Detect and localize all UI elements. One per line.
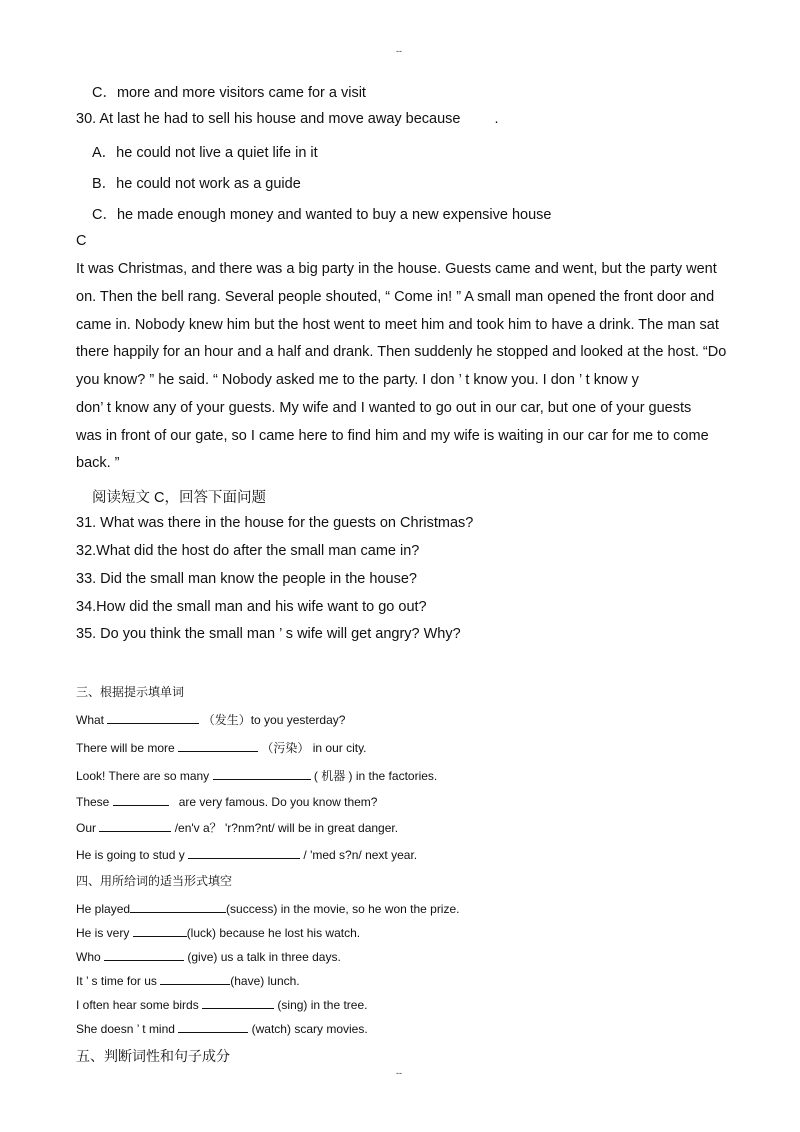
- section-4-item-2: [76, 924, 360, 940]
- q30-stem-end: .: [494, 111, 499, 127]
- item-text: Look! There are so many: [76, 769, 210, 783]
- passage-line: was in front of our gate, so I came here to find him and my wife is waiting in our car for me to come: [76, 428, 709, 444]
- question-35: 35. Do you think the small man ’ s wife will get angry? Why?: [76, 626, 461, 642]
- answer-blank[interactable]: [202, 996, 274, 1009]
- passage-line: back. ”: [76, 455, 120, 471]
- item-text: He is going to stud y: [76, 848, 185, 862]
- answer-blank[interactable]: [188, 846, 300, 859]
- answer-blank[interactable]: [113, 793, 169, 806]
- page-mark-bottom: --: [396, 1068, 402, 1078]
- question-31: 31. What was there in the house for the guests on Christmas?: [76, 515, 474, 531]
- q30-option-b: B．he could not work as a guide: [92, 176, 301, 192]
- question-33: 33. Did the small man know the people in the house?: [76, 571, 417, 587]
- section-3-item-6: [76, 846, 417, 862]
- item-text: He is very: [76, 926, 130, 940]
- item-text: /en'v a？ 'r?nm?nt/ will be in great danger.: [174, 821, 399, 835]
- section-4-heading: 四、用所给词的适当形式填空: [76, 874, 233, 888]
- passage-line: on. Then the bell rang. Several people shouted, “ Come in! ” A small man opened the front door and: [76, 289, 715, 305]
- item-text: He played: [76, 902, 131, 916]
- item-text: I often hear some birds: [76, 998, 199, 1012]
- item-text: These: [76, 795, 110, 809]
- page-mark-top: --: [396, 46, 402, 56]
- item-text: (give) us a talk in three days.: [187, 950, 341, 964]
- item-text: (watch) scary movies.: [251, 1022, 368, 1036]
- section-3-item-2: [76, 739, 367, 756]
- answer-blank[interactable]: [160, 972, 230, 985]
- passage-line: you know? ” he said. “ Nobody asked me to the party. I don ’ t know you. I don ’ t know y: [76, 372, 639, 388]
- section-4-item-3: [76, 948, 341, 964]
- answer-blank[interactable]: [107, 711, 199, 724]
- passage-line: don’ t know any of your guests. My wife and I wanted to go out in our car, but one of your guests: [76, 400, 692, 416]
- q30-option-a: A．he could not live a quiet life in it: [92, 145, 318, 161]
- item-text: （发生）to you yesterday?: [202, 713, 346, 727]
- answer-blank[interactable]: [178, 739, 258, 752]
- passage-line: came in. Nobody knew him but the host went to meet him and took him to have a drink. The man sat: [76, 317, 719, 333]
- question-34: 34.How did the small man and his wife want to go out?: [76, 599, 427, 615]
- section-4-item-6: [76, 1020, 368, 1036]
- item-text: There will be more: [76, 741, 175, 755]
- item-text: What: [76, 713, 105, 727]
- answer-blank[interactable]: [178, 1020, 248, 1033]
- passage-line: It was Christmas, and there was a big party in the house. Guests came and went, but the party went: [76, 261, 717, 277]
- section-3-heading: 三、根据提示填单词: [76, 685, 185, 699]
- section-3-item-5: [76, 819, 398, 836]
- section-5-heading: 五、判断词性和句子成分: [76, 1048, 230, 1064]
- item-text: / 'med s?n/ next year.: [303, 848, 418, 862]
- passage-label: C: [76, 233, 87, 249]
- answer-blank[interactable]: [133, 924, 187, 937]
- answer-blank[interactable]: [130, 900, 226, 913]
- answer-blank[interactable]: [104, 948, 184, 961]
- item-text: (have) lunch.: [230, 974, 300, 988]
- item-text: （污染） in our city.: [261, 741, 367, 755]
- answer-blank[interactable]: [99, 819, 171, 832]
- answer-blank[interactable]: [213, 767, 311, 780]
- q30-option-c: C．he made enough money and wanted to buy a new expensive house: [92, 207, 552, 223]
- section-4-item-5: [76, 996, 367, 1012]
- item-text: (luck) because he lost his watch.: [186, 926, 361, 940]
- item-text: (success) in the movie, so he won the prize.: [226, 902, 460, 916]
- item-text: Who: [76, 950, 101, 964]
- question-32: 32.What did the host do after the small man came in?: [76, 543, 420, 559]
- item-text: She doesn ’ t mind: [76, 1022, 175, 1036]
- item-text: (sing) in the tree.: [277, 998, 368, 1012]
- reading-instruction: 阅读短文 C，回答下面问题: [92, 490, 266, 506]
- section-4-item-1: [76, 900, 459, 916]
- item-text: are very famous. Do you know them?: [178, 795, 378, 809]
- q29-option-c: C．more and more visitors came for a visit: [92, 85, 366, 101]
- section-3-item-3: [76, 767, 437, 784]
- item-text: ( 机器 ) in the factories.: [313, 769, 438, 783]
- section-3-item-1: [76, 711, 345, 728]
- section-4-item-4: [76, 972, 300, 988]
- item-text: It ’ s time for us: [76, 974, 157, 988]
- item-text: Our: [76, 821, 97, 835]
- passage-line: there happily for an hour and a half and drank. Then suddenly he stopped and looked at the host. “Do: [76, 344, 727, 360]
- q30-stem: [76, 111, 499, 127]
- q30-stem-text: 30. At last he had to sell his house and move away because: [76, 111, 461, 127]
- section-3-item-4: [76, 793, 377, 809]
